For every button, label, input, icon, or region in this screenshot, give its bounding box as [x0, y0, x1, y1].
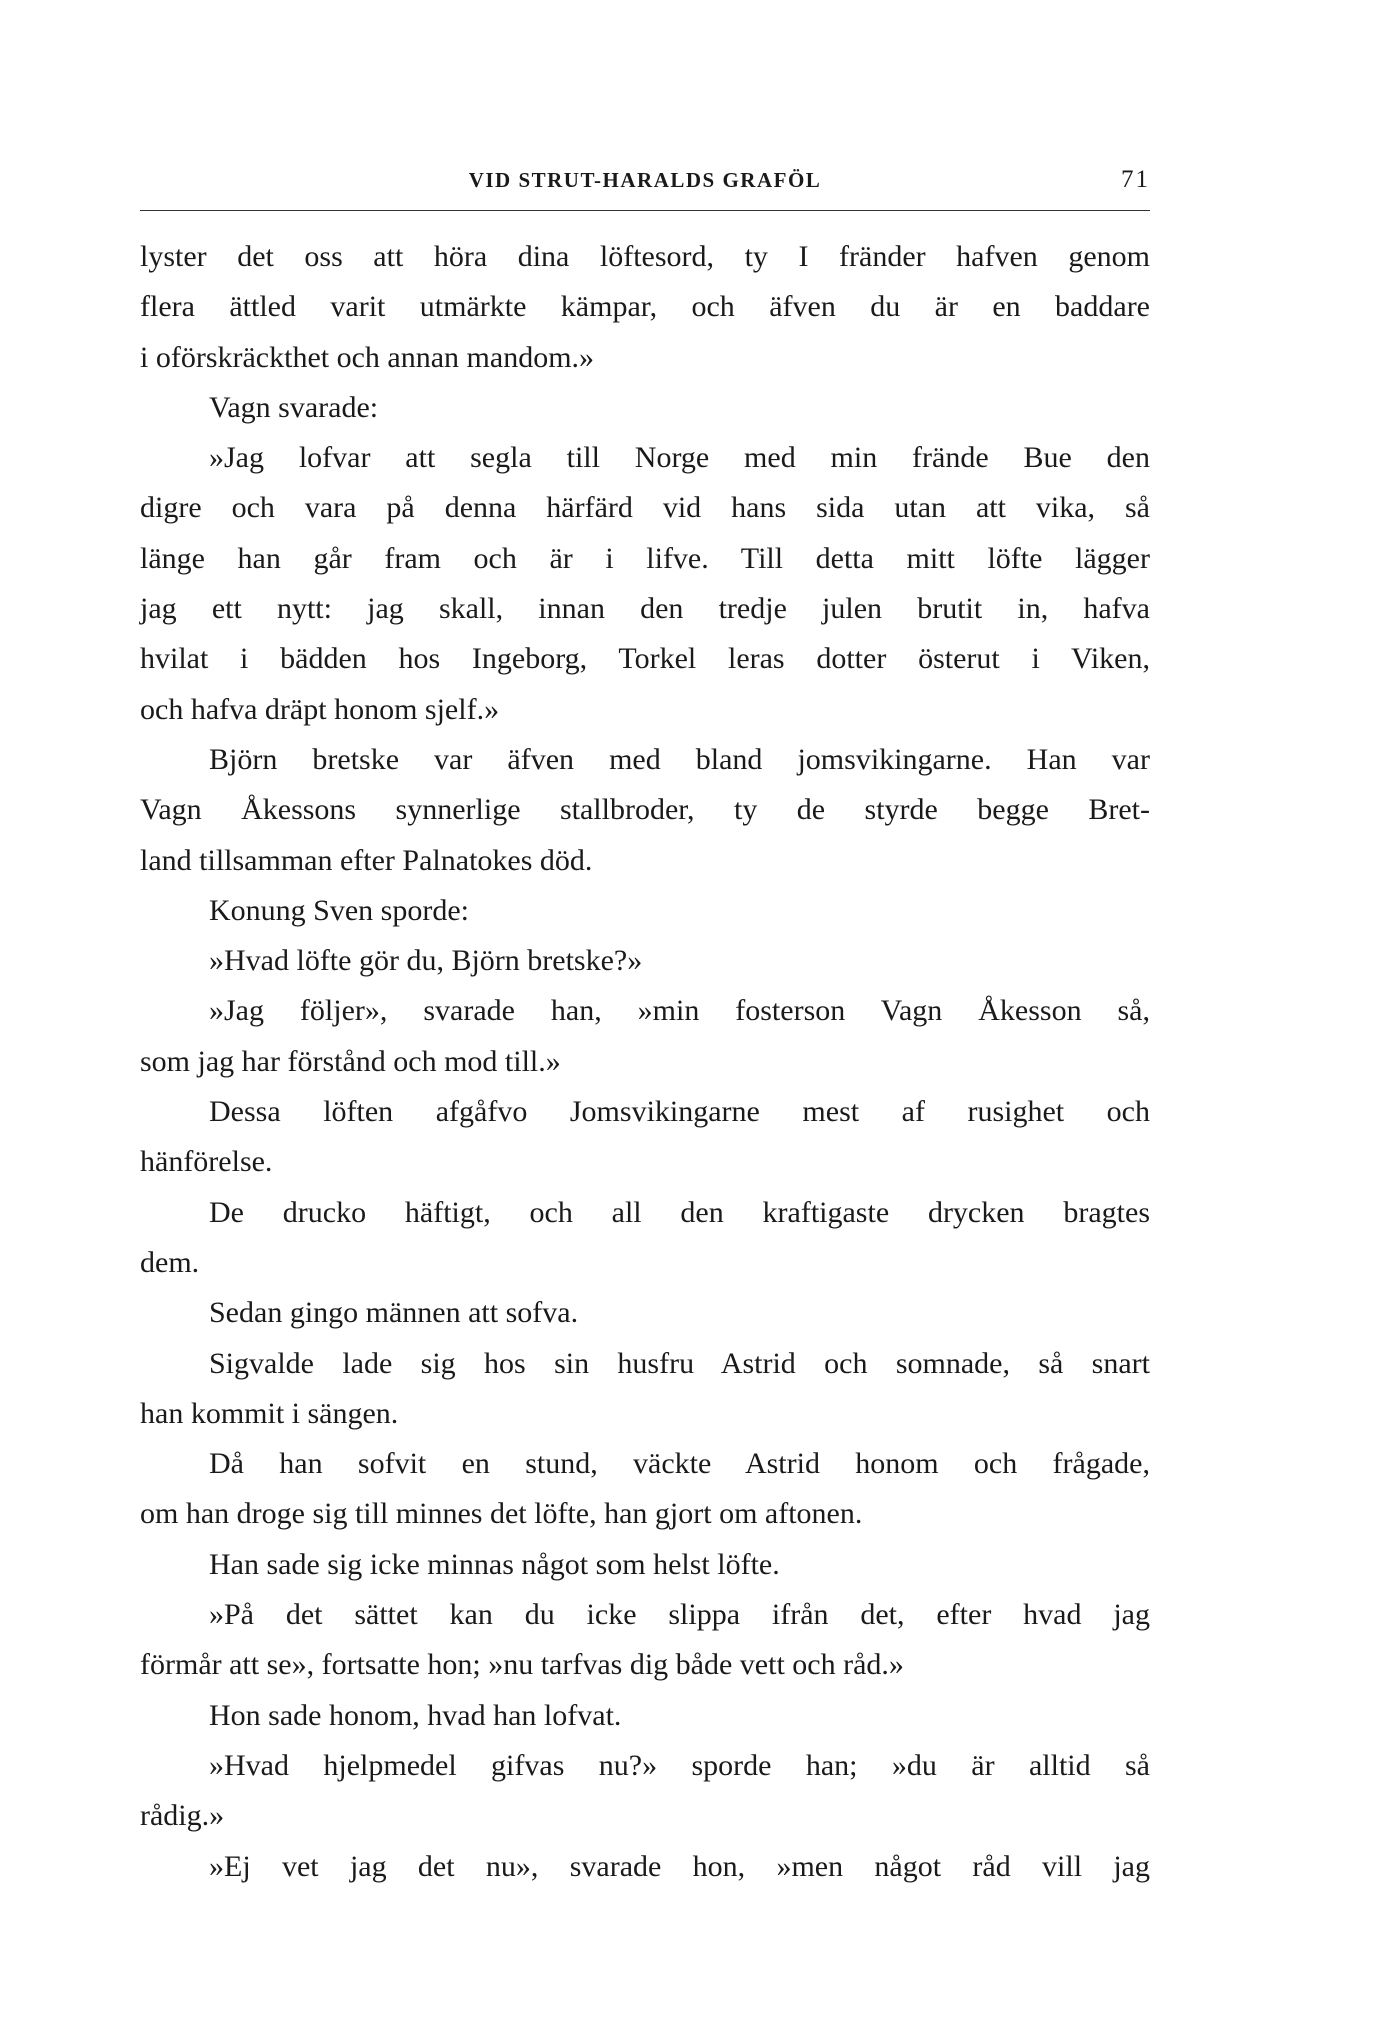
text-line: hvilat i bädden hos Ingeborg, Torkel leras dotter österut i Viken, — [140, 642, 1150, 676]
text-line: De drucko häftigt, och all den kraftigaste drycken bragtes — [209, 1195, 1150, 1229]
text-line: om han droge sig till minnes det löfte, han gjort om aftonen. — [140, 1497, 863, 1531]
text-line: dem. — [140, 1245, 200, 1279]
page-number: 71 — [1121, 166, 1150, 193]
header-rule — [140, 210, 1150, 211]
text-line: i oförskräckthet och annan mandom.» — [140, 340, 595, 374]
text-line: land tillsamman efter Palnatokes död. — [140, 843, 593, 877]
text-line: flera ättled varit utmärkte kämpar, och äfven du är en baddare — [140, 290, 1150, 324]
text-line: Sedan gingo männen att sofva. — [209, 1296, 579, 1330]
text-line: Dessa löften afgåfvo Jomsvikingarne mest af rusighet och — [209, 1095, 1150, 1129]
text-line: Han sade sig icke minnas något som helst löfte. — [209, 1547, 780, 1581]
text-line: »Hvad hjelpmedel gifvas nu?» sporde han; »du är alltid så — [209, 1748, 1150, 1782]
text-line: som jag har förstånd och mod till.» — [140, 1044, 561, 1078]
text-line: lyster det oss att höra dina löftesord, ty I fränder hafven genom — [140, 240, 1150, 273]
text-line: rådig.» — [140, 1799, 225, 1833]
text-line: »Jag följer», svarade han, »min fosterson Vagn Åkesson så, — [209, 994, 1150, 1028]
text-line: jag ett nytt: jag skall, innan den tredje julen brutit in, hafva — [140, 592, 1150, 626]
text-line: och hafva dräpt honom sjelf.» — [140, 692, 500, 726]
text-line: hänförelse. — [140, 1145, 273, 1179]
text-line: länge han går fram och är i lifve. Till detta mitt löfte lägger — [140, 541, 1150, 575]
running-title: VID STRUT-HARALDS GRAFÖL — [468, 168, 822, 192]
text-line: »Ej vet jag det nu», svarade hon, »men något råd vill jag — [209, 1849, 1150, 1883]
text-line: Hon sade honom, hvad han lofvat. — [209, 1698, 622, 1732]
text-line: »Jag lofvar att segla till Norge med min frände Bue den — [209, 441, 1150, 475]
text-line: digre och vara på denna härfärd vid hans sida utan att vika, så — [140, 491, 1150, 525]
running-head — [140, 168, 1150, 204]
text-line: Vagn svarade: — [209, 390, 379, 424]
text-line: förmår att se», fortsatte hon; »nu tarfvas dig både vett och råd.» — [140, 1648, 904, 1682]
text-line: »På det sättet kan du icke slippa ifrån det, efter hvad jag — [209, 1598, 1150, 1632]
text-line: Björn bretske var äfven med bland jomsvikingarne. Han var — [209, 742, 1150, 776]
text-line: Sigvalde lade sig hos sin husfru Astrid och somnade, så snart — [209, 1346, 1150, 1380]
text-line: Då han sofvit en stund, väckte Astrid honom och frågade, — [209, 1447, 1150, 1481]
text-line: »Hvad löfte gör du, Björn bretske?» — [209, 944, 643, 978]
text-line: Konung Sven sporde: — [209, 893, 469, 927]
text-line: han kommit i sängen. — [140, 1396, 399, 1430]
text-line: Vagn Åkessons synnerlige stallbroder, ty de styrde begge Bret- — [140, 793, 1150, 827]
body-text — [140, 232, 1150, 1892]
